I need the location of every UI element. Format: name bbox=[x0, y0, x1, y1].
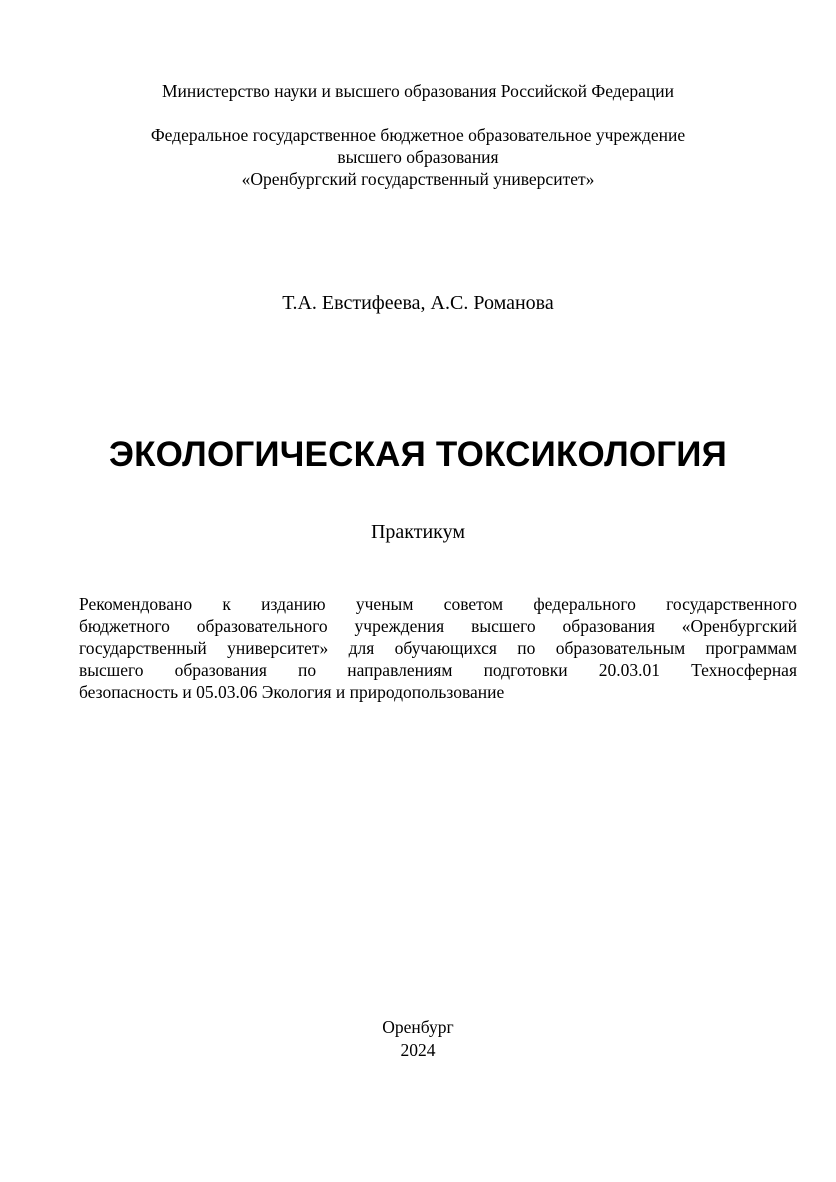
recommendation-paragraph bbox=[79, 593, 797, 703]
recommendation-line: государственный университет» для обучающихся по образовательным программам bbox=[79, 638, 797, 658]
document-subtitle: Практикум bbox=[370, 521, 466, 543]
recommendation-line: Рекомендовано к изданию ученым советом федерального государственного bbox=[79, 594, 797, 614]
institution-line: высшего образования bbox=[337, 147, 499, 167]
document-title: ЭКОЛОГИЧЕСКАЯ ТОКСИКОЛОГИЯ bbox=[108, 435, 728, 474]
ministry-name: Министерство науки и высшего образования Российской Федерации bbox=[161, 81, 675, 101]
recommendation-line: бюджетного образовательного учреждения высшего образования «Оренбургский bbox=[79, 616, 797, 636]
authors: Т.А. Евстифеева, А.С. Романова bbox=[282, 292, 554, 314]
publication-city: Оренбург bbox=[382, 1017, 454, 1037]
recommendation-line: высшего образования по направлениям подготовки 20.03.01 Техносферная bbox=[79, 660, 797, 680]
publication-year: 2024 bbox=[400, 1040, 436, 1060]
recommendation-line: безопасность и 05.03.06 Экология и природопользование bbox=[79, 682, 505, 702]
institution-name bbox=[0, 124, 836, 190]
institution-line: «Оренбургский государственный университет» bbox=[241, 169, 595, 189]
institution-line: Федеральное государственное бюджетное образовательное учреждение bbox=[150, 125, 686, 145]
